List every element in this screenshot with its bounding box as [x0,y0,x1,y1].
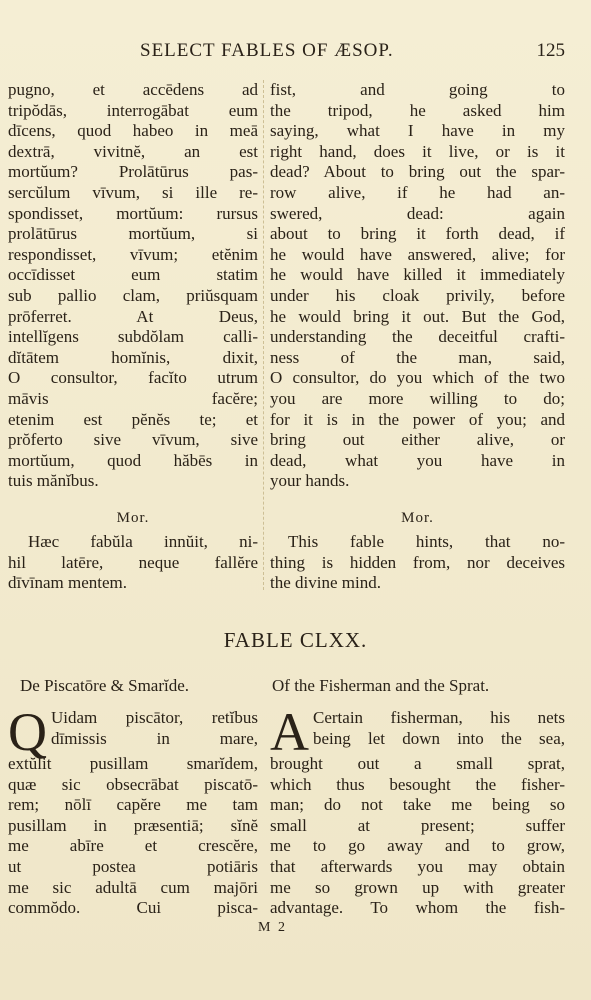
text-line: the divine mind. [270,573,381,593]
latin-fable-text [8,702,258,919]
text-line: spondisset, mortŭum: rursus [8,203,258,223]
latin-text-column [8,80,258,492]
text-line: me so grown up with greater [270,877,565,897]
text-line: bring out either alive, or [270,430,565,450]
text-line: brought out a small sprat, [270,754,565,773]
text-line: dīcens, quod habeo in meā [8,121,258,141]
text-line: rem; nōlī capĕre me tam [8,795,258,815]
running-title: SELECT FABLES OF ÆSOP. [140,40,394,61]
english-text-column [270,80,565,492]
text-line: māvis facĕre; [8,388,258,408]
text-line: right hand, does it live, or is it [270,141,565,161]
text-line: dĭtātem homĭnis, dixit, [8,347,258,367]
text-line: dīmissis in mare, [51,728,258,748]
fable-heading: FABLE CLXX. [223,628,368,652]
text-line: man; do not take me being so [270,795,565,815]
text-line: you are more willing to do; [270,388,565,408]
text-line: he would have answered, alive; for [270,244,565,264]
text-line: respondisset, vīvum; etĕnim [8,244,258,264]
text-line: the tripod, he asked him [270,100,565,120]
text-line: dextrā, vivitnĕ, an est [8,141,258,161]
text-line: Certain fisherman, his nets [313,708,565,727]
text-line: mortŭum? Prolātūrus pas- [8,162,258,182]
text-line: me sic adultā cum majōri [8,877,258,897]
text-line: extŭlit pusillam smarĭdem, [8,754,258,773]
moral-latin [8,532,258,594]
text-line: swered, dead: again [270,203,565,223]
text-line: sercŭlum vīvum, si ille re- [8,182,258,202]
signature-mark: M 2 [258,920,287,935]
text-line: intellĭgens subdŏlam calli- [8,327,258,347]
english-fable-text [270,702,565,919]
text-line: sub pallio clam, priŭsquam [8,285,258,305]
text-line: quæ sic obsecrābat piscatō- [8,774,258,794]
text-line: he would have killed it immediately [270,265,565,285]
text-line: prolātūrus mortŭum, si [8,224,258,244]
english-fable-title: Of the Fisherman and the Sprat. [272,676,490,695]
text-line: This fable hints, that no- [288,532,565,551]
text-line: for it is in the power of you; and [270,409,565,429]
text-line: dīvīnam mentem. [8,573,127,593]
text-line: Hæc fabŭla innŭit, ni- [28,532,258,551]
text-line: pusillam in præsentiā; sĭnĕ [8,815,258,835]
latin-drop-cap: Q [8,702,47,762]
moral-heading-latin: Mor. [116,510,150,526]
column-divider [263,80,265,590]
text-line: fist, and going to [270,80,565,99]
text-line: commŏdo. Cui pisca- [8,898,258,918]
text-line: me to go away and to grow, [270,836,565,856]
text-line: which thus besought the fisher- [270,774,565,794]
text-line: thing is hidden from, nor deceives [270,552,565,572]
text-line: pugno, et accēdens ad [8,80,258,99]
running-header [0,40,591,70]
text-line: mortŭum, quod hăbēs in [8,450,258,470]
text-line: ut postea potiāris [8,856,258,876]
text-line: your hands. [270,471,350,491]
text-line: row alive, if he had an- [270,182,565,202]
text-line: saying, what I have in my [270,121,565,141]
text-line: under his cloak privily, before [270,285,565,305]
english-drop-cap: A [270,702,309,762]
text-line: small at present; suffer [270,815,565,835]
text-line: Uidam piscātor, retĭbus [51,708,258,727]
text-line: tuis mănĭbus. [8,471,99,491]
text-line: about to bring it forth dead, if [270,224,565,244]
text-line: hil latēre, neque fallĕre [8,552,258,572]
text-line: prōferret. At Deus, [8,306,258,326]
text-line: me abīre et crescĕre, [8,836,258,856]
text-line: O consultor, facĭto utrum [8,368,258,388]
text-line: occīdisset eum statim [8,265,258,285]
text-line: being let down into the sea, [313,728,565,748]
moral-heading-english: Mor. [401,510,434,526]
text-line: advantage. To whom the fish- [270,898,565,918]
text-line: dead, what you have in [270,450,565,470]
text-line: ness of the man, said, [270,347,565,367]
text-line: dead? About to bring out the spar- [270,162,565,182]
text-line: understanding the deceitful crafti- [270,327,565,347]
text-line: tripŏdās, interrogābat eum [8,100,258,120]
text-line: that afterwards you may obtain [270,856,565,876]
page-number: 125 [536,40,565,61]
latin-fable-title: De Piscatōre & Smarĭde. [20,676,190,695]
text-line: etenim est pĕnĕs te; et [8,409,258,429]
text-line: O consultor, do you which of the two [270,368,565,388]
text-line: prŏferto sive vīvum, sive [8,430,258,450]
moral-english [270,532,565,594]
text-line: he would bring it out. But the God, [270,306,565,326]
